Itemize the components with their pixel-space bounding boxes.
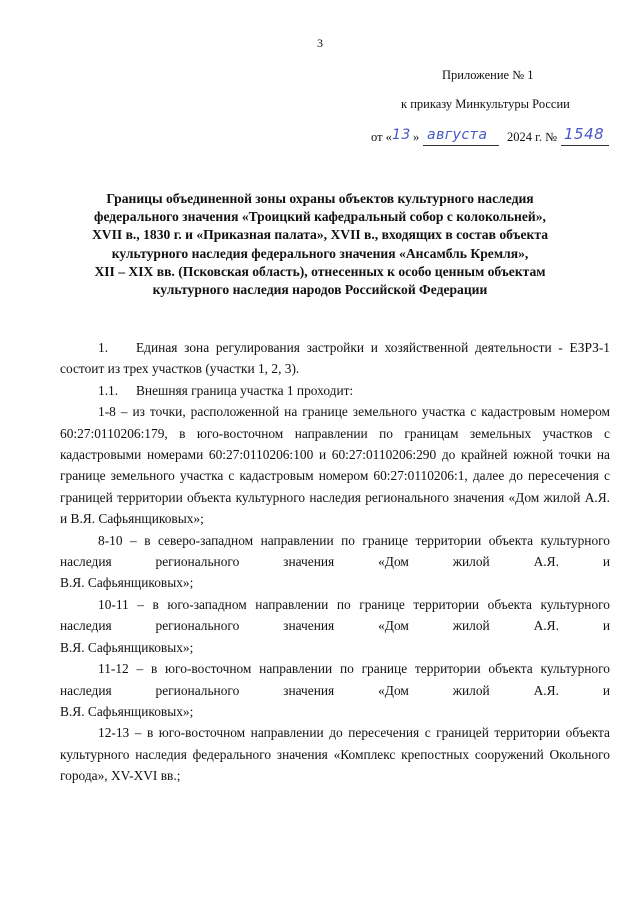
date-prefix: от «	[371, 130, 392, 144]
title-line: культурного наследия народов Российской Федерации	[152, 282, 488, 298]
handwritten-month: августа	[427, 127, 488, 143]
handwritten-day: 13	[392, 127, 411, 143]
paragraph-segment-11-12	[60, 658, 610, 701]
title-line: XII – XIX вв. (Псковская область), отнесенных к особо ценным объектам	[94, 263, 546, 279]
paragraph-segment-1-8	[60, 401, 610, 529]
paragraph-number: 1.1.	[98, 382, 119, 398]
paragraph-segment-11-12-tail	[60, 701, 610, 722]
paragraph-text: 12-13 – в юго-восточном направлении до пересечения с границей территории объекта культурного наследия федерального значения «Комплекс крепостных сооружений Окольного города», XV-XVI вв.;	[60, 725, 610, 784]
paragraph-text: 1-8 – из точки, расположенной на границе земельного участка с кадастровым номером 60:27:0110206:179, в юго-восточном направлении по границам земельных участков с кадастровыми номерами 60:27:0110206:100 и 60:27:0110206:290 до крайней южной точки на границе земельного участка с кадастровым номером 60:27:0110206:1, далее до пересечения с границей территории объекта культурного наследия регионального значения «Дом жилой А.Я. и В.Я. Сафьянщиковых»;	[60, 404, 610, 527]
month-underline	[423, 145, 499, 146]
paragraph-text: 10-11 – в юго-западном направлении по границе территории объекта культурного наследия регионального значения «Дом жилой А.Я. и	[60, 596, 610, 634]
title-line: XVII в., 1830 г. и «Приказная палата», XVII в., входящих в состав объекта	[91, 227, 549, 243]
document-title	[60, 190, 580, 299]
paragraph-number: 1.	[98, 340, 109, 355]
paragraph-1	[60, 337, 610, 380]
paragraph-1-1	[60, 380, 610, 401]
document-body	[60, 337, 610, 787]
appendix-label: Приложение № 1	[442, 68, 534, 82]
title-line: культурного наследия федерального значения «Ансамбль Кремля»,	[111, 245, 529, 261]
paragraph-segment-8-10	[60, 530, 610, 573]
paragraph-text: В.Я. Сафьянщиковых»;	[60, 703, 194, 719]
paragraph-segment-10-11-tail	[60, 637, 610, 658]
paragraph-text: Единая зона регулирования застройки и хозяйственной деятельности - ЕЗРЗ-1 состоит из трех участков (участки 1, 2, 3).	[60, 340, 610, 377]
number-underline	[561, 145, 609, 146]
paragraph-text: 8-10 – в северо-западном направлении по границе территории объекта культурного наследия регионального значения «Дом жилой А.Я. и	[60, 532, 610, 570]
paragraph-segment-8-10-tail	[60, 572, 610, 593]
title-line: Границы объединенной зоны охраны объектов культурного наследия	[106, 191, 534, 206]
paragraph-text: В.Я. Сафьянщиковых»;	[60, 575, 194, 591]
paragraph-text: В.Я. Сафьянщиковых»;	[60, 639, 194, 655]
paragraph-segment-12-13	[60, 722, 610, 786]
date-quote-close: »	[413, 130, 420, 144]
paragraph-segment-10-11	[60, 594, 610, 637]
page-number: 3	[317, 36, 323, 50]
date-year: 2024 г. №	[507, 130, 558, 144]
paragraph-text: 11-12 – в юго-восточном направлении по границе территории объекта культурного наследия регионального значения «Дом жилой А.Я. и	[60, 661, 610, 698]
title-line: федерального значения «Троицкий кафедральный собор с колокольней»,	[94, 209, 546, 225]
paragraph-text: Внешняя граница участка 1 проходит:	[136, 382, 354, 398]
order-reference: к приказу Минкультуры России	[401, 97, 570, 111]
handwritten-order-number: 1548	[564, 125, 605, 143]
order-date-line	[371, 126, 611, 148]
